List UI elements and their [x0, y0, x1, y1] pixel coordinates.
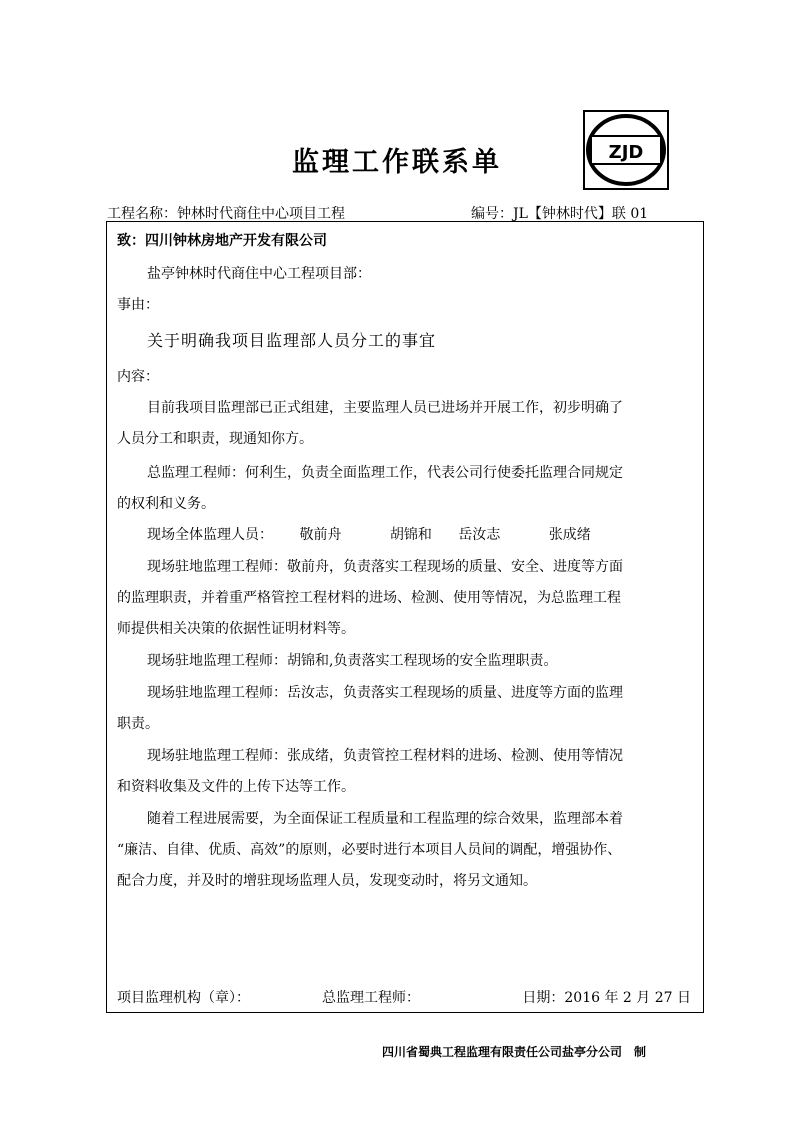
logo-text: ZJD	[608, 142, 644, 163]
paragraph-4b: 的监理职责，并着重严格管控工程材料的进场、检测、使用等情况，为总监理工程	[117, 590, 621, 606]
staff-name: 胡锦和	[389, 527, 432, 543]
paragraph-1a: 目前我项目监理部已正式组建，主要监理人员已进场并开展工作，初步明确了	[147, 400, 623, 416]
content-label: 内容：	[117, 369, 159, 385]
staff-name: 岳汝志	[458, 527, 501, 543]
staff-name: 张成绪	[548, 527, 591, 543]
reason-label: 事由：	[117, 297, 159, 313]
paragraph-2b: 的权利和义务。	[117, 496, 215, 512]
paragraph-1b: 人员分工和职责，现通知你方。	[117, 431, 313, 447]
chief-engineer-signature: 总监理工程师：	[322, 990, 420, 1006]
company-logo	[583, 110, 669, 190]
paragraph-6a: 现场驻地监理工程师：岳汝志，负责落实工程现场的质量、进度等方面的监理	[147, 685, 623, 701]
paragraph-4a: 现场驻地监理工程师：敬前舟，负责落实工程现场的质量、安全、进度等方面	[147, 559, 623, 575]
document-date: 日期：2016 年 2 月 27 日	[522, 990, 691, 1006]
staff-name: 敬前舟	[299, 527, 342, 543]
recipient-sub: 盐亭钟林时代商住中心工程项目部：	[147, 266, 371, 282]
paragraph-8b: “廉洁、自律、优质、高效”的原则，必要时进行本项目人员间的调配，增强协作、	[117, 842, 622, 858]
paragraph-2a: 总监理工程师：何利生，负责全面监理工作，代表公司行使委托监理合同规定	[147, 465, 623, 481]
paragraph-4c: 师提供相关决策的依据性证明材料等。	[117, 621, 355, 637]
document-number: 编号：JL【钟林时代】联 01	[471, 206, 649, 222]
paragraph-8a: 随着工程进展需要，为全面保证工程质量和工程监理的综合效果，监理部本着	[147, 811, 623, 827]
paragraph-8c: 配合力度，并及时的增驻现场监理人员，发现变动时，将另文通知。	[117, 873, 537, 889]
paragraph-5: 现场驻地监理工程师：胡锦和,负责落实工程现场的安全监理职责。	[147, 653, 558, 669]
staff-label: 现场全体监理人员：	[147, 527, 273, 543]
paragraph-7b: 和资料收集及文件的上传下达等工作。	[117, 779, 355, 795]
paragraph-7a: 现场驻地监理工程师：张成绪，负责管控工程材料的进场、检测、使用等情况	[147, 748, 623, 764]
page-title: 监理工作联系单	[292, 147, 502, 178]
staff-line	[147, 524, 591, 544]
subject: 关于明确我项目监理部人员分工的事宜	[147, 331, 437, 350]
supervision-org-seal: 项目监理机构（章）：	[117, 990, 250, 1006]
project-name: 工程名称：钟林时代商住中心项目工程	[107, 206, 345, 222]
letter-body	[106, 221, 704, 1013]
paragraph-6b: 职责。	[117, 716, 159, 732]
recipient: 致：四川钟林房地产开发有限公司	[117, 233, 327, 249]
issuer-note: 四川省蜀典工程监理有限责任公司盐亭分公司 制	[382, 1045, 647, 1059]
